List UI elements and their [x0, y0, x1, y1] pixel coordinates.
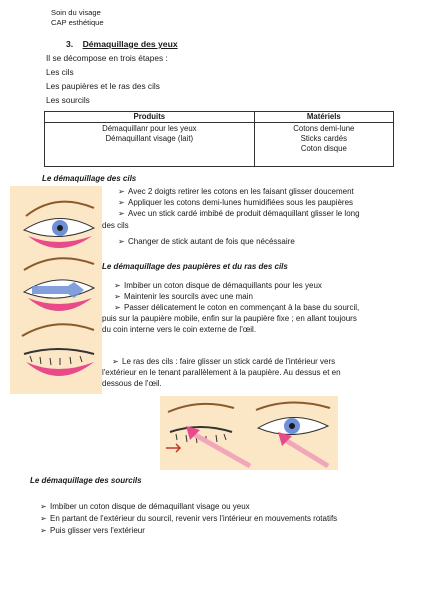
arrow-bullet-icon: ➢ — [118, 209, 125, 218]
eyelids-heading: Le démaquillage des paupières et du ras des cils — [102, 262, 288, 271]
arrow-bullet-icon: ➢ — [114, 303, 121, 312]
arrow-bullet-icon: ➢ — [40, 502, 47, 511]
ras-continued: l'extérieur en le tenant parallèlement à la paupière. Au dessus et en dessous de l'œil. — [102, 368, 341, 388]
lashes-list — [108, 186, 408, 219]
eyelids-list — [114, 280, 414, 313]
list-item: ➢ Avec 2 doigts retirer les cotons en les faisant glisser doucement — [118, 187, 354, 196]
arrow-bullet-icon: ➢ — [40, 526, 47, 535]
material-item: Sticks cardés — [300, 134, 348, 143]
header-course: CAP esthétique — [51, 18, 104, 27]
list-item: ➢ Appliquer les cotons demi-lunes humidifiées sous les paupières — [118, 198, 354, 207]
pupil-icon — [57, 225, 63, 231]
lashes-heading: Le démaquillage des cils — [42, 174, 137, 183]
list-item: ➢ Le ras des cils : faire glisser un stick cardé de l'intérieur vers — [112, 357, 336, 366]
intro-step: Les sourcils — [46, 95, 90, 105]
list-item: ➢ Avec un stick cardé imbibé de produit démaquillant glisser le long — [118, 209, 360, 218]
illustration-background — [160, 396, 338, 470]
intro-block — [46, 51, 168, 107]
ras-list — [112, 356, 412, 367]
product-item: Démaquillant visage (lait) — [105, 134, 194, 143]
table-header-materials: Matériels — [254, 112, 393, 123]
intro-step: Les paupières et le ras des cils — [46, 81, 160, 91]
arrow-bullet-icon: ➢ — [118, 198, 125, 207]
header-subject: Soin du visage — [51, 8, 101, 17]
products-cell — [45, 123, 255, 167]
product-item: Démaquillanr pour les yeux — [102, 124, 197, 133]
arrow-bullet-icon: ➢ — [118, 237, 125, 246]
arrow-bullet-icon: ➢ — [114, 292, 121, 301]
list-item: ➢ En partant de l'extérieur du sourcil, revenir vers l'intérieur en mouvements rotatifs — [40, 514, 338, 523]
arrow-bullet-icon: ➢ — [40, 514, 47, 523]
arrow-bullet-icon: ➢ — [118, 187, 125, 196]
eyelids-bullet3-continued: puis sur la paupière mobile, enfin sur la paupière fixe ; en allant toujours du coin interne vers le coin externe de l'œil. — [102, 314, 357, 334]
list-item: ➢ Passer délicatement le coton en commençant à la base du sourcil, — [114, 303, 360, 312]
materials-cell — [254, 123, 393, 167]
list-item: ➢ Changer de stick autant de fois que nécéssaire — [118, 237, 295, 246]
material-item: Cotons demi-lune — [293, 124, 355, 133]
material-item: Coton disque — [300, 144, 347, 153]
section-title-text: Démaquillage des yeux — [82, 39, 178, 49]
document-header — [51, 8, 104, 28]
table-header-products: Produits — [45, 112, 255, 123]
list-item: ➢ Imbiber un coton disque de démaquillant visage ou yeux — [40, 502, 250, 511]
table-header-row — [45, 112, 394, 123]
section-title — [66, 39, 178, 49]
section-number: 3. — [66, 39, 74, 49]
pupil-icon — [289, 423, 295, 429]
intro-lead: Il se décompose en trois étapes : — [46, 53, 168, 63]
list-item: ➢ Maintenir les sourcils avec une main — [114, 292, 253, 301]
eye-illustrations-column — [10, 186, 102, 394]
brows-list — [40, 501, 430, 537]
intro-step: Les cils — [46, 67, 74, 77]
arrow-bullet-icon: ➢ — [114, 281, 121, 290]
products-materials-table — [44, 111, 394, 167]
lashes-list-2 — [118, 236, 408, 247]
lashes-bullet3-continued: des cils — [102, 221, 129, 230]
brows-heading: Le démaquillage des sourcils — [30, 476, 142, 485]
ras-des-cils-illustration — [160, 396, 338, 470]
arrow-bullet-icon: ➢ — [112, 357, 119, 366]
table-row — [45, 123, 394, 167]
list-item: ➢ Puis glisser vers l'extérieur — [40, 526, 145, 535]
list-item: ➢ Imbiber un coton disque de démaquillants pour les yeux — [114, 281, 322, 290]
